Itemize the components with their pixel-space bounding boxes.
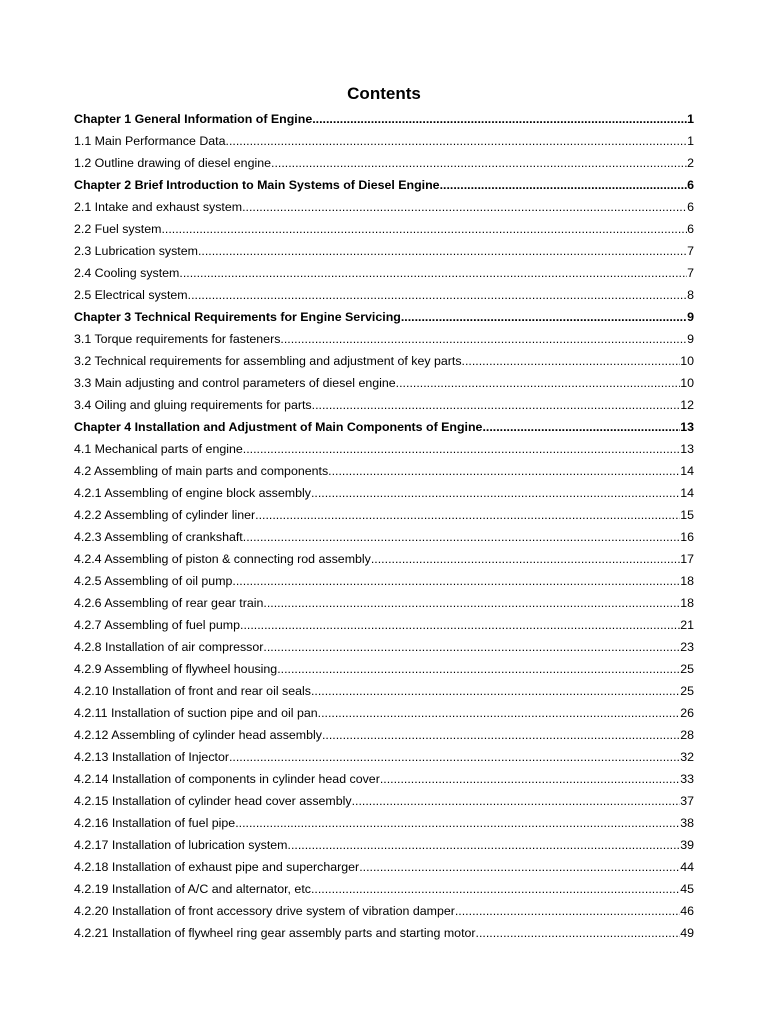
toc-entry[interactable] — [74, 856, 694, 878]
toc-leader-dots — [462, 350, 681, 372]
toc-entry-label: 4.2.6 Assembling of rear gear train — [74, 596, 264, 610]
toc-entry-label: 4.2.4 Assembling of piston & connecting rod assembly — [74, 552, 371, 566]
toc-entry-label: 4.2.20 Installation of front accessory drive system of vibration damper — [74, 904, 455, 918]
toc-leader-dots — [255, 504, 680, 526]
toc-page-number: 26 — [680, 706, 694, 720]
toc-entry[interactable] — [74, 746, 694, 768]
toc-leader-dots — [242, 196, 687, 218]
toc-leader-dots — [322, 724, 680, 746]
toc-entry[interactable] — [74, 262, 694, 284]
toc-entry[interactable] — [74, 834, 694, 856]
toc-page-number: 10 — [680, 376, 694, 390]
toc-entry[interactable] — [74, 790, 694, 812]
toc-entry-label: 4.2.7 Assembling of fuel pump — [74, 618, 240, 632]
toc-page-number: 14 — [680, 486, 694, 500]
toc-page-number: 25 — [680, 662, 694, 676]
toc-page-number: 13 — [680, 420, 694, 434]
toc-page-number: 2 — [687, 156, 694, 170]
toc-page-number: 9 — [687, 310, 694, 324]
toc-entry-label: 1.1 Main Performance Data — [74, 134, 226, 148]
toc-page-number: 33 — [680, 772, 694, 786]
toc-page-number: 49 — [680, 926, 694, 940]
toc-page-number: 1 — [687, 112, 694, 126]
toc-entry-label: 4.2.19 Installation of A/C and alternator, etc — [74, 882, 311, 896]
toc-entry[interactable] — [74, 460, 694, 482]
toc-leader-dots — [440, 174, 688, 196]
toc-leader-dots — [380, 768, 680, 790]
toc-page-number: 18 — [680, 596, 694, 610]
toc-entry-label: 3.1 Torque requirements for fasteners — [74, 332, 281, 346]
toc-entry-label: Chapter 3 Technical Requirements for Engine Servicing — [74, 310, 401, 324]
toc-entry-label: 4.2.12 Assembling of cylinder head assembly — [74, 728, 322, 742]
toc-entry[interactable] — [74, 680, 694, 702]
toc-chapter-entry[interactable] — [74, 108, 694, 130]
toc-leader-dots — [371, 548, 680, 570]
toc-leader-dots — [352, 790, 681, 812]
toc-entry-label: 4.2.10 Installation of front and rear oil seals — [74, 684, 311, 698]
toc-entry[interactable] — [74, 196, 694, 218]
toc-page-number: 18 — [680, 574, 694, 588]
toc-page-number: 32 — [680, 750, 694, 764]
toc-leader-dots — [455, 900, 680, 922]
toc-page-number: 9 — [687, 332, 694, 346]
toc-entry[interactable] — [74, 504, 694, 526]
toc-page-number: 6 — [687, 200, 694, 214]
toc-entry-label: 4.2.2 Assembling of cylinder liner — [74, 508, 256, 522]
toc-entry[interactable] — [74, 768, 694, 790]
toc-page-number: 6 — [687, 222, 694, 236]
toc-leader-dots — [328, 460, 680, 482]
toc-entry[interactable] — [74, 614, 694, 636]
toc-entry[interactable] — [74, 218, 694, 240]
toc-entry-label: 3.2 Technical requirements for assembling and adjustment of key parts — [74, 354, 462, 368]
toc-entry-label: 4.2.3 Assembling of crankshaft — [74, 530, 243, 544]
toc-entry-label: 4.2.18 Installation of exhaust pipe and supercharger — [74, 860, 360, 874]
toc-entry[interactable] — [74, 240, 694, 262]
toc-entry-label: 2.1 Intake and exhaust system — [74, 200, 243, 214]
toc-entry-label: 4.2 Assembling of main parts and components — [74, 464, 329, 478]
toc-leader-dots — [359, 856, 680, 878]
toc-entry[interactable] — [74, 548, 694, 570]
toc-entry-label: 4.1 Mechanical parts of engine — [74, 442, 243, 456]
toc-leader-dots — [263, 592, 680, 614]
toc-page-number: 39 — [680, 838, 694, 852]
toc-entry[interactable] — [74, 636, 694, 658]
toc-leader-dots — [312, 394, 681, 416]
toc-entry[interactable] — [74, 328, 694, 350]
toc-leader-dots — [198, 240, 687, 262]
toc-page-number: 17 — [680, 552, 694, 566]
toc-chapter-entry[interactable] — [74, 174, 694, 196]
toc-entry-label: 4.2.15 Installation of cylinder head cover assembly — [74, 794, 352, 808]
toc-entry-label: 4.2.5 Assembling of oil pump — [74, 574, 233, 588]
toc-page-number: 12 — [680, 398, 694, 412]
toc-entry-label: 2.4 Cooling system — [74, 266, 180, 280]
toc-page-number: 10 — [680, 354, 694, 368]
toc-entry[interactable] — [74, 284, 694, 306]
toc-entry-label: 4.2.1 Assembling of engine block assembly — [74, 486, 311, 500]
toc-entry-label: 4.2.9 Assembling of flywheel housing — [74, 662, 278, 676]
toc-leader-dots — [311, 482, 680, 504]
toc-leader-dots — [311, 878, 680, 900]
toc-chapter-entry[interactable] — [74, 306, 694, 328]
toc-entry-label: 4.2.8 Installation of air compressor — [74, 640, 264, 654]
toc-entry[interactable] — [74, 658, 694, 680]
toc-leader-dots — [232, 570, 680, 592]
toc-page-number: 23 — [680, 640, 694, 654]
toc-entry[interactable] — [74, 372, 694, 394]
toc-leader-dots — [311, 680, 680, 702]
toc-entry-label: 2.2 Fuel system — [74, 222, 162, 236]
toc-entry-label: 2.3 Lubrication system — [74, 244, 198, 258]
toc-entry[interactable] — [74, 350, 694, 372]
toc-entry-label: 4.2.14 Installation of components in cylinder head cover — [74, 772, 380, 786]
toc-page-number: 7 — [687, 266, 694, 280]
toc-page-number: 1 — [687, 134, 694, 148]
toc-page-number: 46 — [680, 904, 694, 918]
toc-entry[interactable] — [74, 526, 694, 548]
toc-entry[interactable] — [74, 394, 694, 416]
toc-leader-dots — [229, 746, 680, 768]
toc-entry[interactable] — [74, 878, 694, 900]
toc-chapter-entry[interactable] — [74, 416, 694, 438]
toc-entry-label: 4.2.21 Installation of flywheel ring gear assembly parts and starting motor — [74, 926, 476, 940]
toc-leader-dots — [235, 812, 680, 834]
toc-entry[interactable] — [74, 592, 694, 614]
toc-leader-dots — [482, 416, 680, 438]
toc-leader-dots — [318, 702, 681, 724]
toc-leader-dots — [312, 108, 687, 130]
toc-entry-label: 3.3 Main adjusting and control parameters of diesel engine — [74, 376, 396, 390]
toc-entry[interactable] — [74, 438, 694, 460]
toc-page-number: 25 — [680, 684, 694, 698]
toc-page-number: 38 — [680, 816, 694, 830]
toc-leader-dots — [243, 438, 680, 460]
toc-entry[interactable] — [74, 724, 694, 746]
toc-entry[interactable] — [74, 702, 694, 724]
toc-leader-dots — [288, 834, 681, 856]
toc-entry[interactable] — [74, 570, 694, 592]
toc-page-number: 21 — [680, 618, 694, 632]
toc-page-number: 13 — [680, 442, 694, 456]
toc-entry[interactable] — [74, 922, 694, 944]
toc-leader-dots — [263, 636, 680, 658]
toc-page-number: 45 — [680, 882, 694, 896]
toc-leader-dots — [243, 526, 680, 548]
toc-entry[interactable] — [74, 152, 694, 174]
toc-leader-dots — [161, 218, 687, 240]
toc-entry-label: 4.2.17 Installation of lubrication system — [74, 838, 288, 852]
toc-leader-dots — [240, 614, 680, 636]
toc-page-number: 8 — [687, 288, 694, 302]
toc-leader-dots — [277, 658, 680, 680]
toc-page-number: 16 — [680, 530, 694, 544]
toc-entry-label: 4.2.16 Installation of fuel pipe — [74, 816, 236, 830]
toc-leader-dots — [401, 306, 687, 328]
table-of-contents — [74, 108, 694, 944]
toc-entry-label: 4.2.11 Installation of suction pipe and oil pan — [74, 706, 318, 720]
toc-entry-label: Chapter 2 Brief Introduction to Main Systems of Diesel Engine — [74, 178, 440, 192]
toc-page-number: 28 — [680, 728, 694, 742]
toc-page-number: 6 — [687, 178, 694, 192]
toc-entry-label: 4.2.13 Installation of Injector — [74, 750, 229, 764]
toc-leader-dots — [179, 262, 687, 284]
toc-entry-label: Chapter 4 Installation and Adjustment of Main Components of Engine — [74, 420, 483, 434]
page-title: Contents — [347, 84, 421, 103]
toc-leader-dots — [226, 130, 688, 152]
toc-entry-label: 3.4 Oiling and gluing requirements for parts — [74, 398, 312, 412]
toc-entry-label: Chapter 1 General Information of Engine — [74, 112, 313, 126]
toc-page-number: 14 — [680, 464, 694, 478]
toc-entry[interactable] — [74, 130, 694, 152]
toc-entry[interactable] — [74, 812, 694, 834]
toc-leader-dots — [476, 922, 681, 944]
toc-page-number: 44 — [680, 860, 694, 874]
toc-entry[interactable] — [74, 900, 694, 922]
toc-page-number: 7 — [687, 244, 694, 258]
toc-leader-dots — [188, 284, 687, 306]
toc-leader-dots — [271, 152, 687, 174]
toc-entry-label: 2.5 Electrical system — [74, 288, 188, 302]
toc-leader-dots — [280, 328, 687, 350]
toc-page-number: 37 — [680, 794, 694, 808]
toc-entry[interactable] — [74, 482, 694, 504]
toc-page-number: 15 — [680, 508, 694, 522]
toc-leader-dots — [396, 372, 681, 394]
toc-entry-label: 1.2 Outline drawing of diesel engine — [74, 156, 272, 170]
